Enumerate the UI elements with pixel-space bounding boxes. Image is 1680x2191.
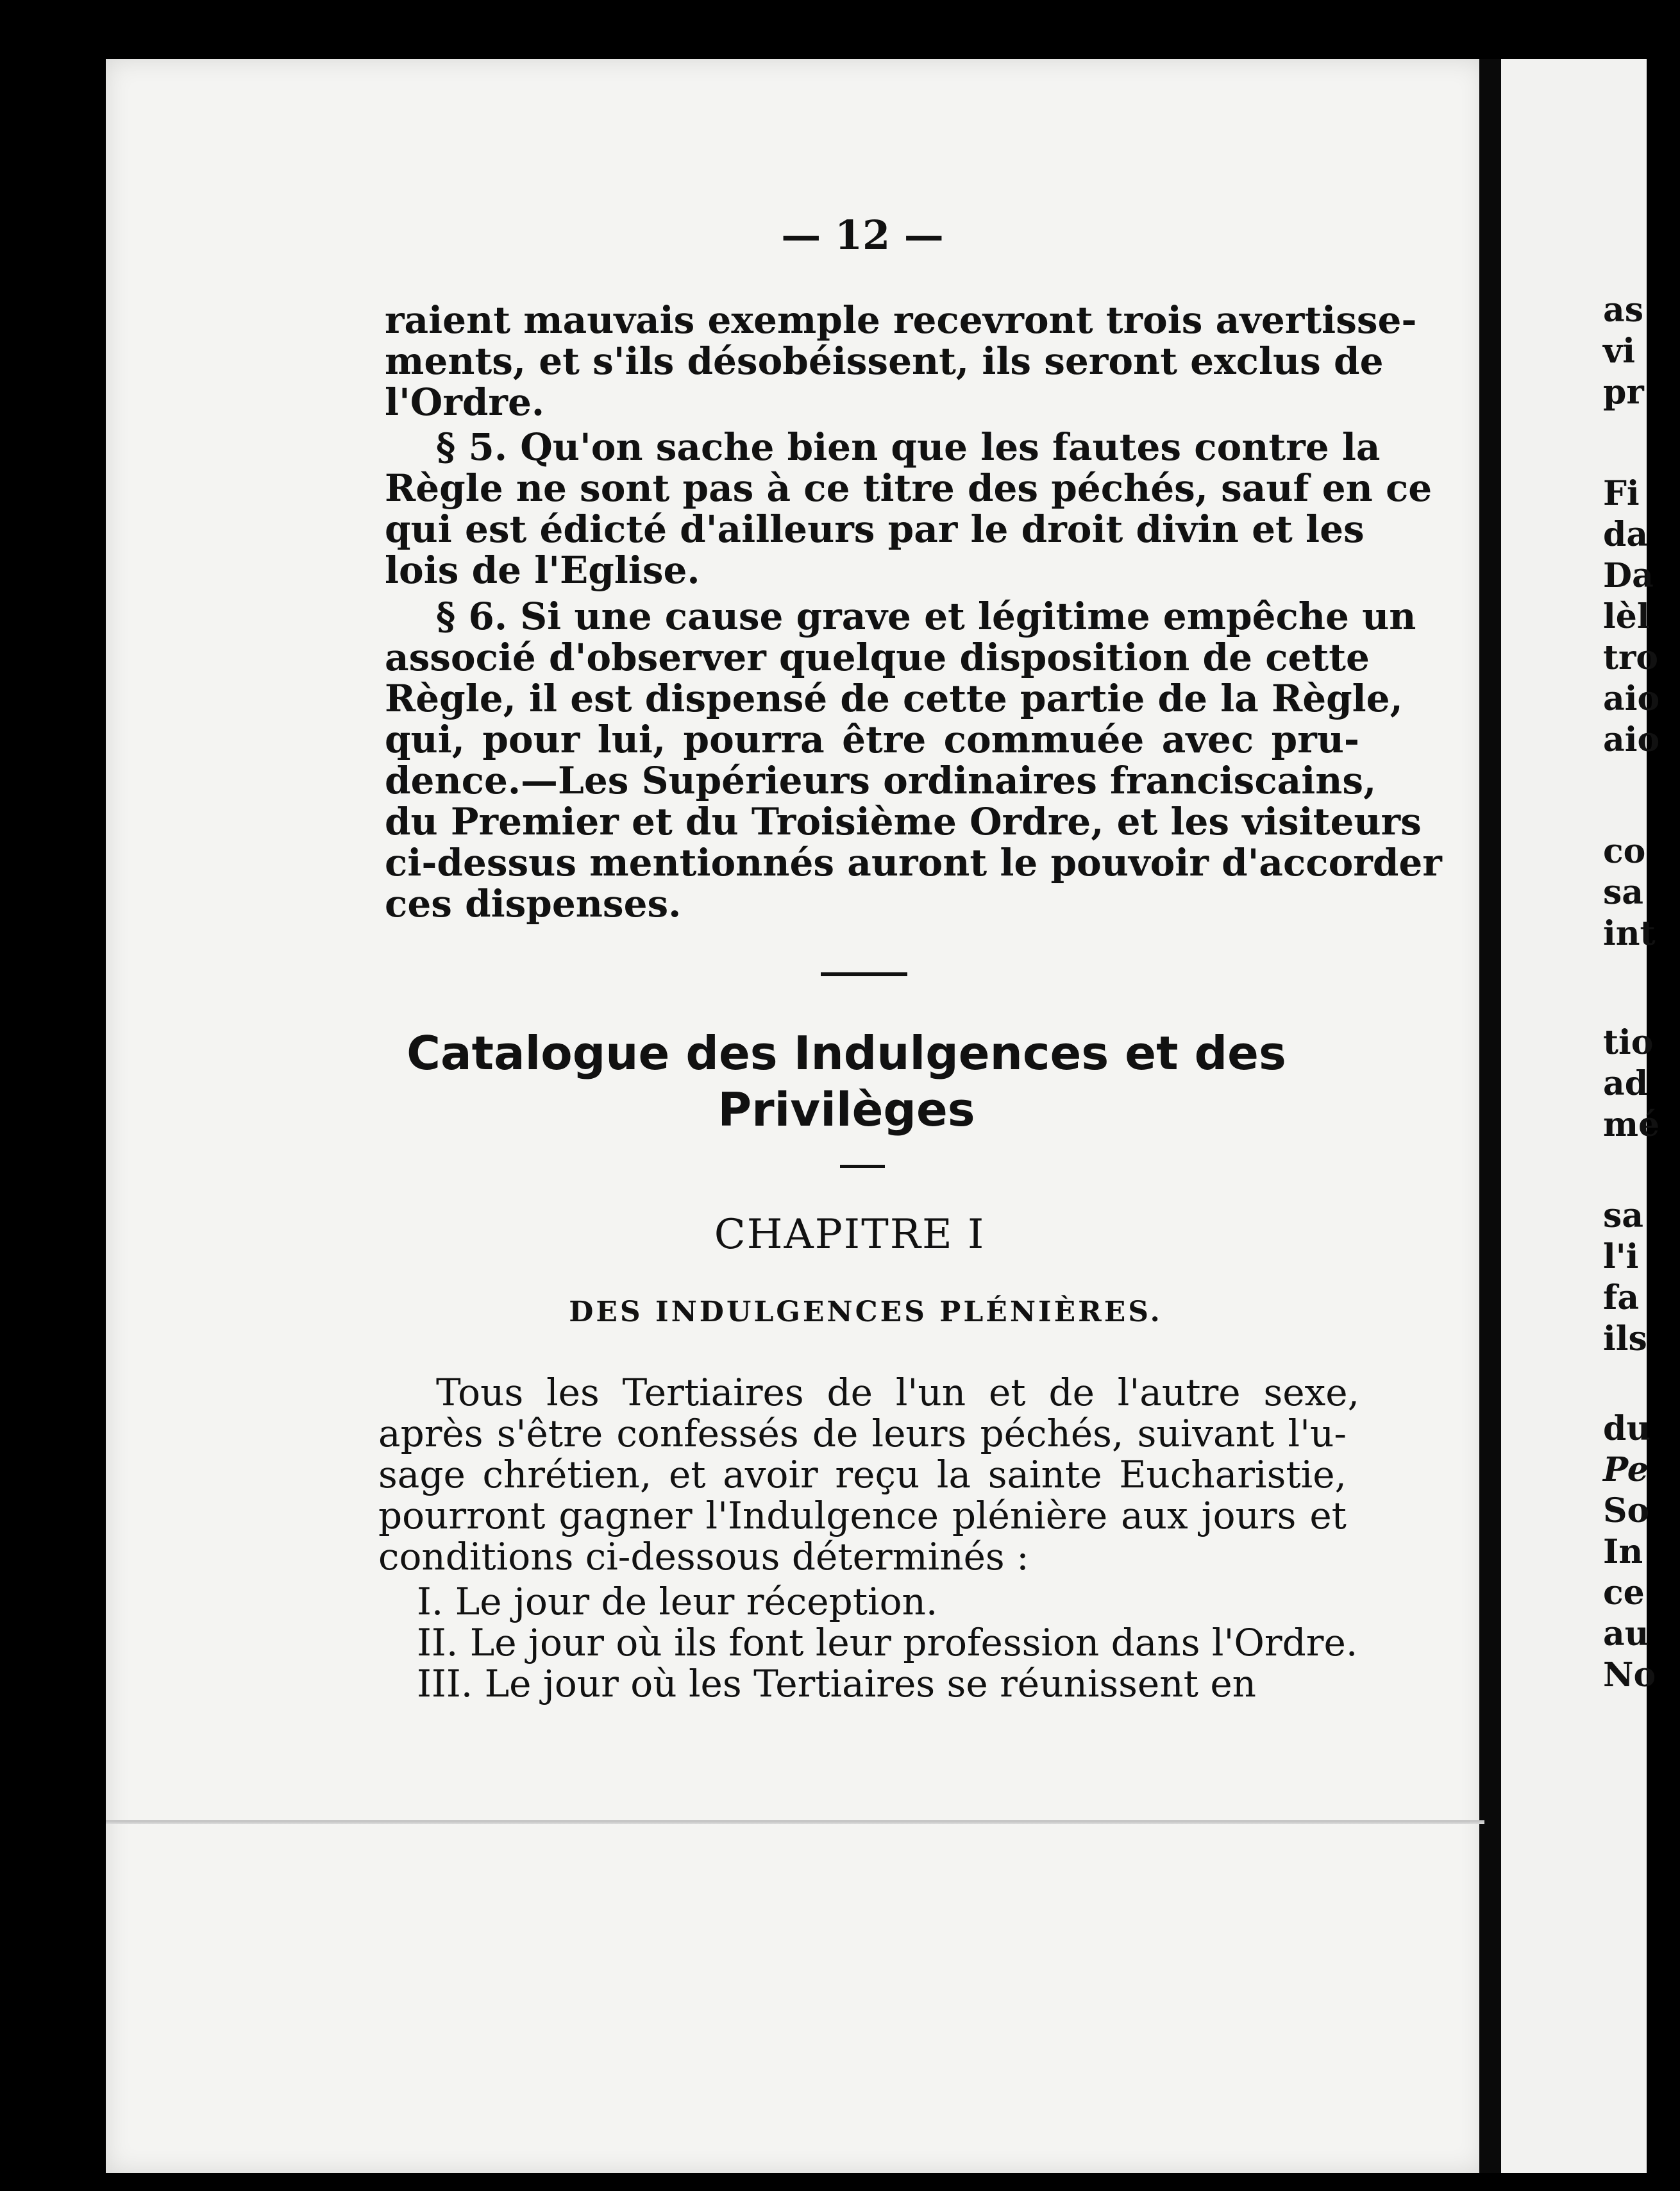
body-line: ci-dessus mentionnés auront le pouvoir d'accorder: [385, 841, 1442, 884]
facing-fragment: ad: [1603, 1064, 1649, 1103]
facing-fragment: au: [1603, 1614, 1649, 1654]
facing-fragment: Pe: [1603, 1450, 1649, 1489]
list-item: II. Le jour où ils font leur profession dans l'Ordre.: [417, 1621, 1358, 1664]
facing-fragment: mé: [1603, 1105, 1660, 1144]
body-line: associé d'observer quelque disposition de cette: [385, 636, 1370, 679]
facing-fragment: vi: [1603, 332, 1635, 371]
facing-fragment: sa: [1603, 873, 1643, 912]
facing-fragment: co: [1603, 832, 1646, 871]
body-line: Règle ne sont pas à ce titre des péchés, sauf en ce: [385, 466, 1432, 510]
facing-fragment: In: [1603, 1532, 1643, 1571]
body-line: lois de l'Eglise.: [385, 548, 700, 592]
facing-fragment: sa: [1603, 1196, 1643, 1235]
body-line: ces dispenses.: [385, 882, 682, 926]
body-line: § 5. Qu'on sache bien que les fautes contre la: [436, 425, 1381, 469]
body-line: raient mauvais exemple recevront trois avertisse-: [385, 298, 1417, 342]
facing-fragment: tio: [1603, 1023, 1654, 1062]
facing-fragment: tro: [1603, 638, 1659, 677]
body-line: qui est édicté d'ailleurs par le droit divin et les: [385, 507, 1365, 551]
chapter-line: conditions ci-dessous déterminés :: [378, 1535, 1029, 1578]
facing-fragment: as: [1603, 291, 1643, 330]
list-item: I. Le jour de leur réception.: [417, 1580, 938, 1623]
title-separator: [840, 1165, 885, 1168]
chapter-subheading: DES INDULGENCES PLÉNIÈRES.: [569, 1296, 1163, 1328]
facing-fragment: du: [1603, 1409, 1651, 1448]
body-line: l'Ordre.: [385, 380, 545, 424]
page-bottom-edge: [106, 1820, 1484, 1824]
facing-fragment: Da: [1603, 556, 1654, 595]
catalog-title-line1: Catalogue des Indulgences et des: [407, 1026, 1286, 1080]
facing-fragment: aio: [1603, 720, 1660, 759]
chapter-line: sage chrétien, et avoir reçu la sainte Eucharistie,: [378, 1453, 1347, 1496]
facing-fragment: l'i: [1603, 1237, 1639, 1276]
body-line: dence.—Les Supérieurs ordinaires franciscains,: [385, 759, 1377, 802]
catalog-title-line2: Privilèges: [718, 1083, 975, 1137]
body-line: Règle, il est dispensé de cette partie de la Règle,: [385, 677, 1403, 720]
facing-fragment: Fi: [1603, 474, 1640, 513]
facing-fragment: lèl: [1603, 597, 1650, 636]
body-line: ments, et s'ils désobéissent, ils seront exclus de: [385, 339, 1384, 383]
facing-fragment: fa: [1603, 1278, 1640, 1317]
body-line: du Premier et du Troisième Ordre, et les visiteurs: [385, 800, 1422, 843]
facing-fragment: So: [1603, 1491, 1650, 1530]
chapter-line: après s'être confessés de leurs péchés, suivant l'u-: [378, 1412, 1347, 1455]
chapter-heading: CHAPITRE I: [714, 1211, 986, 1258]
page-gutter: [1479, 59, 1501, 2173]
chapter-line: pourront gagner l'Indulgence plénière aux jours et: [378, 1494, 1347, 1537]
page-number: — 12 —: [781, 212, 944, 258]
facing-fragment: da: [1603, 515, 1649, 554]
facing-fragment: ils: [1603, 1319, 1647, 1358]
facing-fragment: int: [1603, 914, 1656, 953]
facing-fragment: ce: [1603, 1573, 1645, 1612]
facing-fragment: aio: [1603, 679, 1660, 718]
section-separator: [821, 972, 907, 976]
body-line: qui, pour lui, pourra être commuée avec pru-: [385, 718, 1359, 761]
body-line: § 6. Si une cause grave et légitime empêche un: [436, 595, 1416, 638]
facing-fragment: pr: [1603, 373, 1644, 412]
facing-fragment: No: [1603, 1655, 1656, 1695]
chapter-line: Tous les Tertiaires de l'un et de l'autre sexe,: [436, 1371, 1359, 1414]
list-item: III. Le jour où les Tertiaires se réunissent en: [417, 1662, 1257, 1705]
